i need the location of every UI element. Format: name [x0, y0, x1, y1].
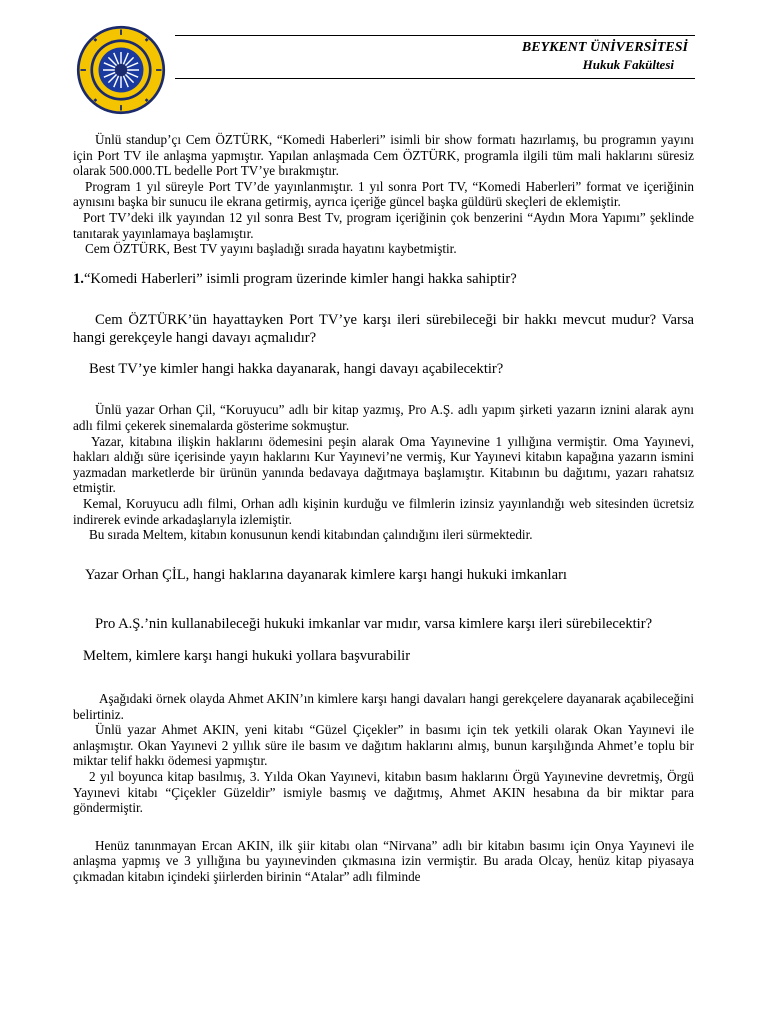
case1-paragraph-4: Cem ÖZTÜRK, Best TV yayını başladığı sırada hayatını kaybetmiştir.: [85, 241, 457, 257]
case2-paragraph-2: Yazar, kitabına ilişkin haklarını ödemesini peşin alarak Oma Yayınevine 1 yıllığına vermiştir. Oma Yayınevi, hakları aldığı süre içerisinde yayın haklarını Kur Yayınevi’ne vermiş, Kur Yayınevi kitabın kapağına yazarın ismini yazmadan marketlerde bir ürünün yanında bedavaya dağıtmaya başlamıştır. Kitabının bu dağıtımı, yazarı rahatsız etmiştir.: [73, 433, 694, 496]
case2-paragraph-3: Kemal, Koruyucu adlı filmi, Orhan adlı kişinin kurduğu ve filmlerin izinsiz yayınlandığı web sitesinden ücretsiz indirerek evinde arkadaşlarıyla izlemiştir.: [73, 495, 694, 527]
case3-paragraph-3: 2 yıl boyunca kitap basılmış, 3. Yılda Okan Yayınevi, kitabın basım haklarını Örgü Yayınevine devretmiş, Örgü Yayınevi kitabı “Çiçekler Güzeldir” ismiyle basmış ve dağıtmış, Ahmet AKIN hesabına da bir miktar para göndermiştir.: [73, 768, 694, 816]
header-rule-top: [175, 35, 695, 36]
case1-question-2: Cem ÖZTÜRK’ün hayattayken Port TV’ye karşı ileri sürebileceği bir hakkı mevcut mudur? Varsa hangi gerekçeyle hangi davayı açmalıdır?: [73, 312, 694, 346]
header-rule-bottom: [175, 78, 695, 79]
university-seal-logo: [76, 25, 166, 115]
case2-paragraph-1: Ünlü yazar Orhan Çil, “Koruyucu” adlı bir kitap yazmış, Pro A.Ş. adlı yapım şirketi yazarın iznini alarak aynı adlı filmi çekerek sinemalarda gösterime sokmuştur.: [73, 402, 694, 433]
case3-paragraph-1: Aşağıdaki örnek olayda Ahmet AKIN’ın kimlere karşı hangi davaları hangi gerekçelere dayanarak açabileceğini belirtiniz.: [73, 690, 694, 722]
case1-question-1: [73, 271, 694, 288]
case3-paragraph-2: Ünlü yazar Ahmet AKIN, yeni kitabı “Güzel Çiçekler” in basımı için tek yetkili olarak Okan Yayınevi ile anlaşmıştır. Okan Yayınevi 2 yıllık süre ile basım ve dağıtım haklarını almış, bunun karşılığında Ahmet’e toplu bir miktar telif hakkı ödemesi yapmıştır.: [73, 722, 694, 769]
case1-question-3: Best TV’ye kimler hangi hakka dayanarak, hangi davayı açabilecektir?: [89, 360, 504, 377]
university-name: BEYKENT ÜNİVERSİTESİ: [521, 40, 688, 55]
case4-paragraph-1: Henüz tanınmayan Ercan AKIN, ilk şiir kitabı olan “Nirvana” adlı bir kitabın basımı için Onya Yayınevi ile anlaşma yapmış ve 3 yıllığına bu yayınevinden çıkmasına izin vermiştir. Bu arada Olcay, henüz kitap piyasaya çıkmadan kitabın içindeki şiirlerden birinin “Atalar” adlı filminde: [73, 837, 694, 884]
case2-question-1: Yazar Orhan ÇİL, hangi haklarına dayanarak kimlere karşı hangi hukuki imkanları: [85, 566, 567, 583]
case1-paragraph-3: Port TV’deki ilk yayından 12 yıl sonra Best Tv, program içeriğinin çok benzerini “Aydın Mora Yapımı” şeklinde tanıtarak yayınlamaya başlamıştır.: [73, 209, 694, 241]
case2-question-2: Pro A.Ş.’nin kullanabileceği hukuki imkanlar var mıdır, varsa kimlere karşı ileri sürebilecektir?: [95, 616, 653, 633]
faculty-name: Hukuk Fakültesi: [582, 57, 674, 72]
case2-question-3: Meltem, kimlere karşı hangi hukuki yollara başvurabilir: [83, 647, 411, 664]
question-number: 1.: [73, 270, 84, 287]
case1-paragraph-1: Ünlü standup’çı Cem ÖZTÜRK, “Komedi Haberleri” isimli bir show formatı hazırlamış, bu programın yayını için Port TV ile anlaşma yapmıştır. Yapılan anlaşmada Cem ÖZTÜRK, programla ilgili tüm mali haklarını süresiz olarak 500.000.TL bedelle Port TV’ye bırakmıştır.: [73, 132, 694, 179]
document-body: [73, 132, 694, 884]
case2-paragraph-4: Bu sırada Meltem, kitabın konusunun kendi kitabından çalındığını ileri sürmektedir.: [89, 527, 533, 543]
case1-paragraph-2: Program 1 yıl süreyle Port TV’de yayınlanmıştır. 1 yıl sonra Port TV, “Komedi Haberleri” format ve içeriğinin aynısını başka bir sunucu ile ekrana getirmiş, ayrıca içeriğe güncel başka güldürü skeçleri de eklemiştir.: [73, 178, 694, 210]
question-text: “Komedi Haberleri” isimli program üzerinde kimler hangi hakka sahiptir?: [83, 270, 517, 287]
